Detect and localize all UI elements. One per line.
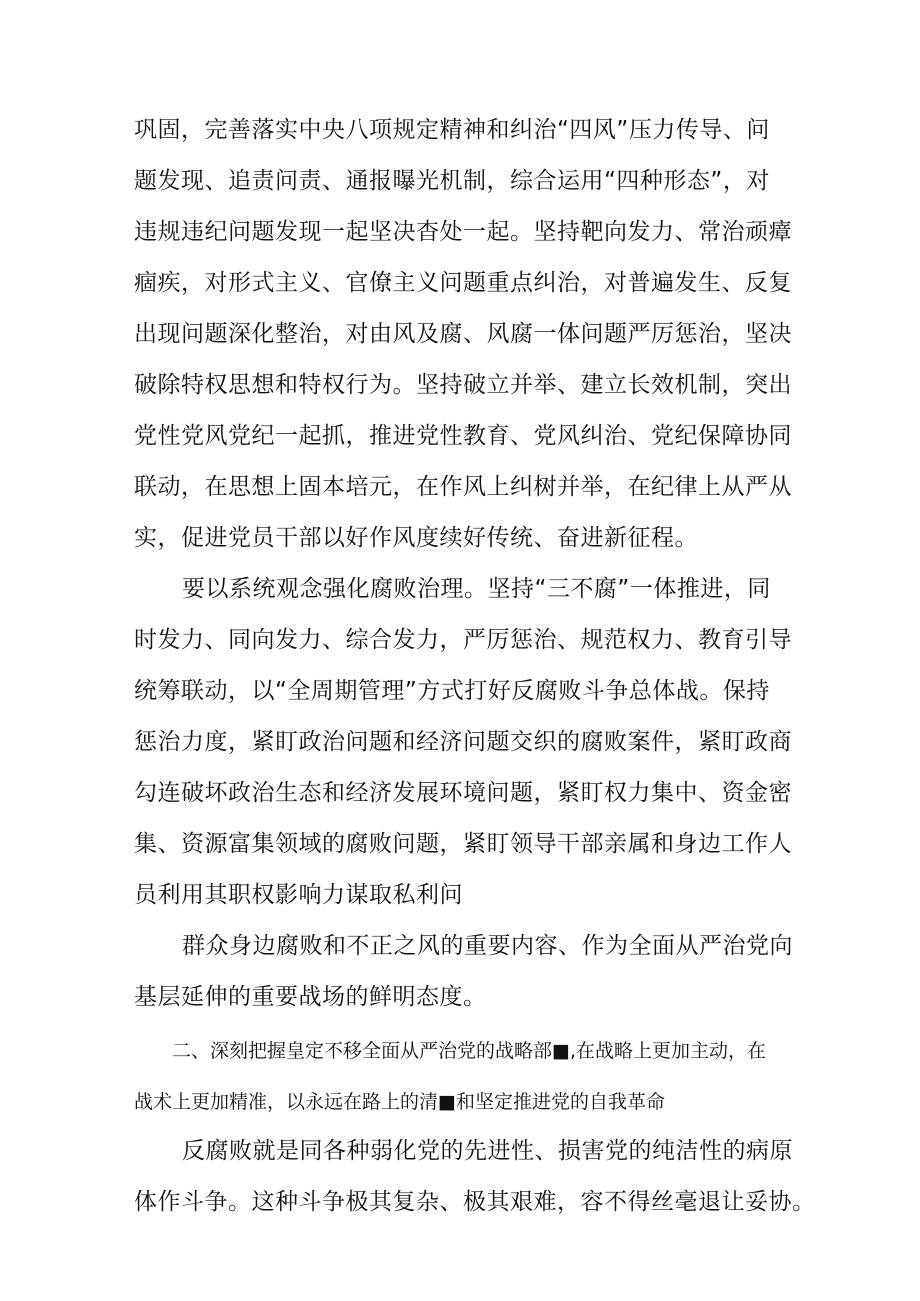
paragraph-line: 体作斗争。这种斗争极其复杂、极其艰难，容不得丝毫退让妥协。	[134, 1189, 816, 1215]
paragraph-line: 勾连破坏政治生态和经济发展环境问题，紧盯权力集中、资金密	[134, 780, 792, 806]
paragraph-line: 出现问题深化整治，对由风及腐、风腐一体问题严厉惩治，坚决	[134, 321, 792, 347]
paragraph-line: 反腐败就是同各种弱化党的先进性、损害党的纯洁性的病原	[182, 1138, 793, 1164]
paragraph-line: 痼疾，对形式主义、官僚主义问题重点纠治，对普遍发生、反复	[134, 270, 792, 296]
paragraph-line: 时发力、同向发力、综合发力，严厉惩治、规范权力、教育引导	[134, 627, 792, 653]
paragraph-line: 要以系统观念强化腐败治理。坚持“三不腐”一体推进，同	[182, 576, 771, 602]
paragraph-line: 集、资源富集领域的腐败问题，紧盯领导干部亲属和身边工作人	[134, 831, 792, 857]
section-heading-line: 二、深刻把握皇定不移全面从严治党的战略部■,在战略上更加主动，在	[172, 1040, 766, 1062]
paragraph-line: 联动，在思想上固本培元，在作风上纠树并举，在纪律上从严从	[134, 474, 792, 500]
paragraph-line: 群众身边腐败和不正之风的重要内容、作为全面从严治党向	[182, 933, 793, 959]
paragraph-line: 实，促进党员干部以好作风度续好传统、奋进新征程。	[134, 525, 698, 551]
paragraph-line: 巩固，完善落实中央八项规定精神和纠治“四风”压力传导、问	[134, 117, 770, 143]
section-heading-line: 战术上更加精准，以永远在路上的清■和坚定推进党的自我革命	[134, 1091, 665, 1113]
paragraph-line: 基层延伸的重要战场的鲜明态度。	[134, 984, 487, 1010]
paragraph-line: 题发现、追责问责、通报曝光机制，综合运用“四种形态”，对	[134, 168, 770, 194]
paragraph-line: 违规违纪问题发现一起坚决杳处一起。坚持靶向发力、常治顽瘴	[134, 219, 792, 245]
paragraph-line: 统筹联动，以“全周期管理”方式打好反腐败斗争总体战。保持	[134, 678, 770, 704]
paragraph-line: 惩治力度，紧盯政治问题和经济问题交织的腐败案件，紧盯政商	[134, 729, 792, 755]
paragraph-line: 破除特权思想和特权行为。坚持破立并举、建立长效机制，突出	[134, 372, 792, 398]
paragraph-line: 党性党风党纪一起抓，推进党性教育、党风纠治、党纪保障协同	[134, 423, 792, 449]
paragraph-line: 员利用其职权影响力谋取私利问	[134, 882, 463, 908]
